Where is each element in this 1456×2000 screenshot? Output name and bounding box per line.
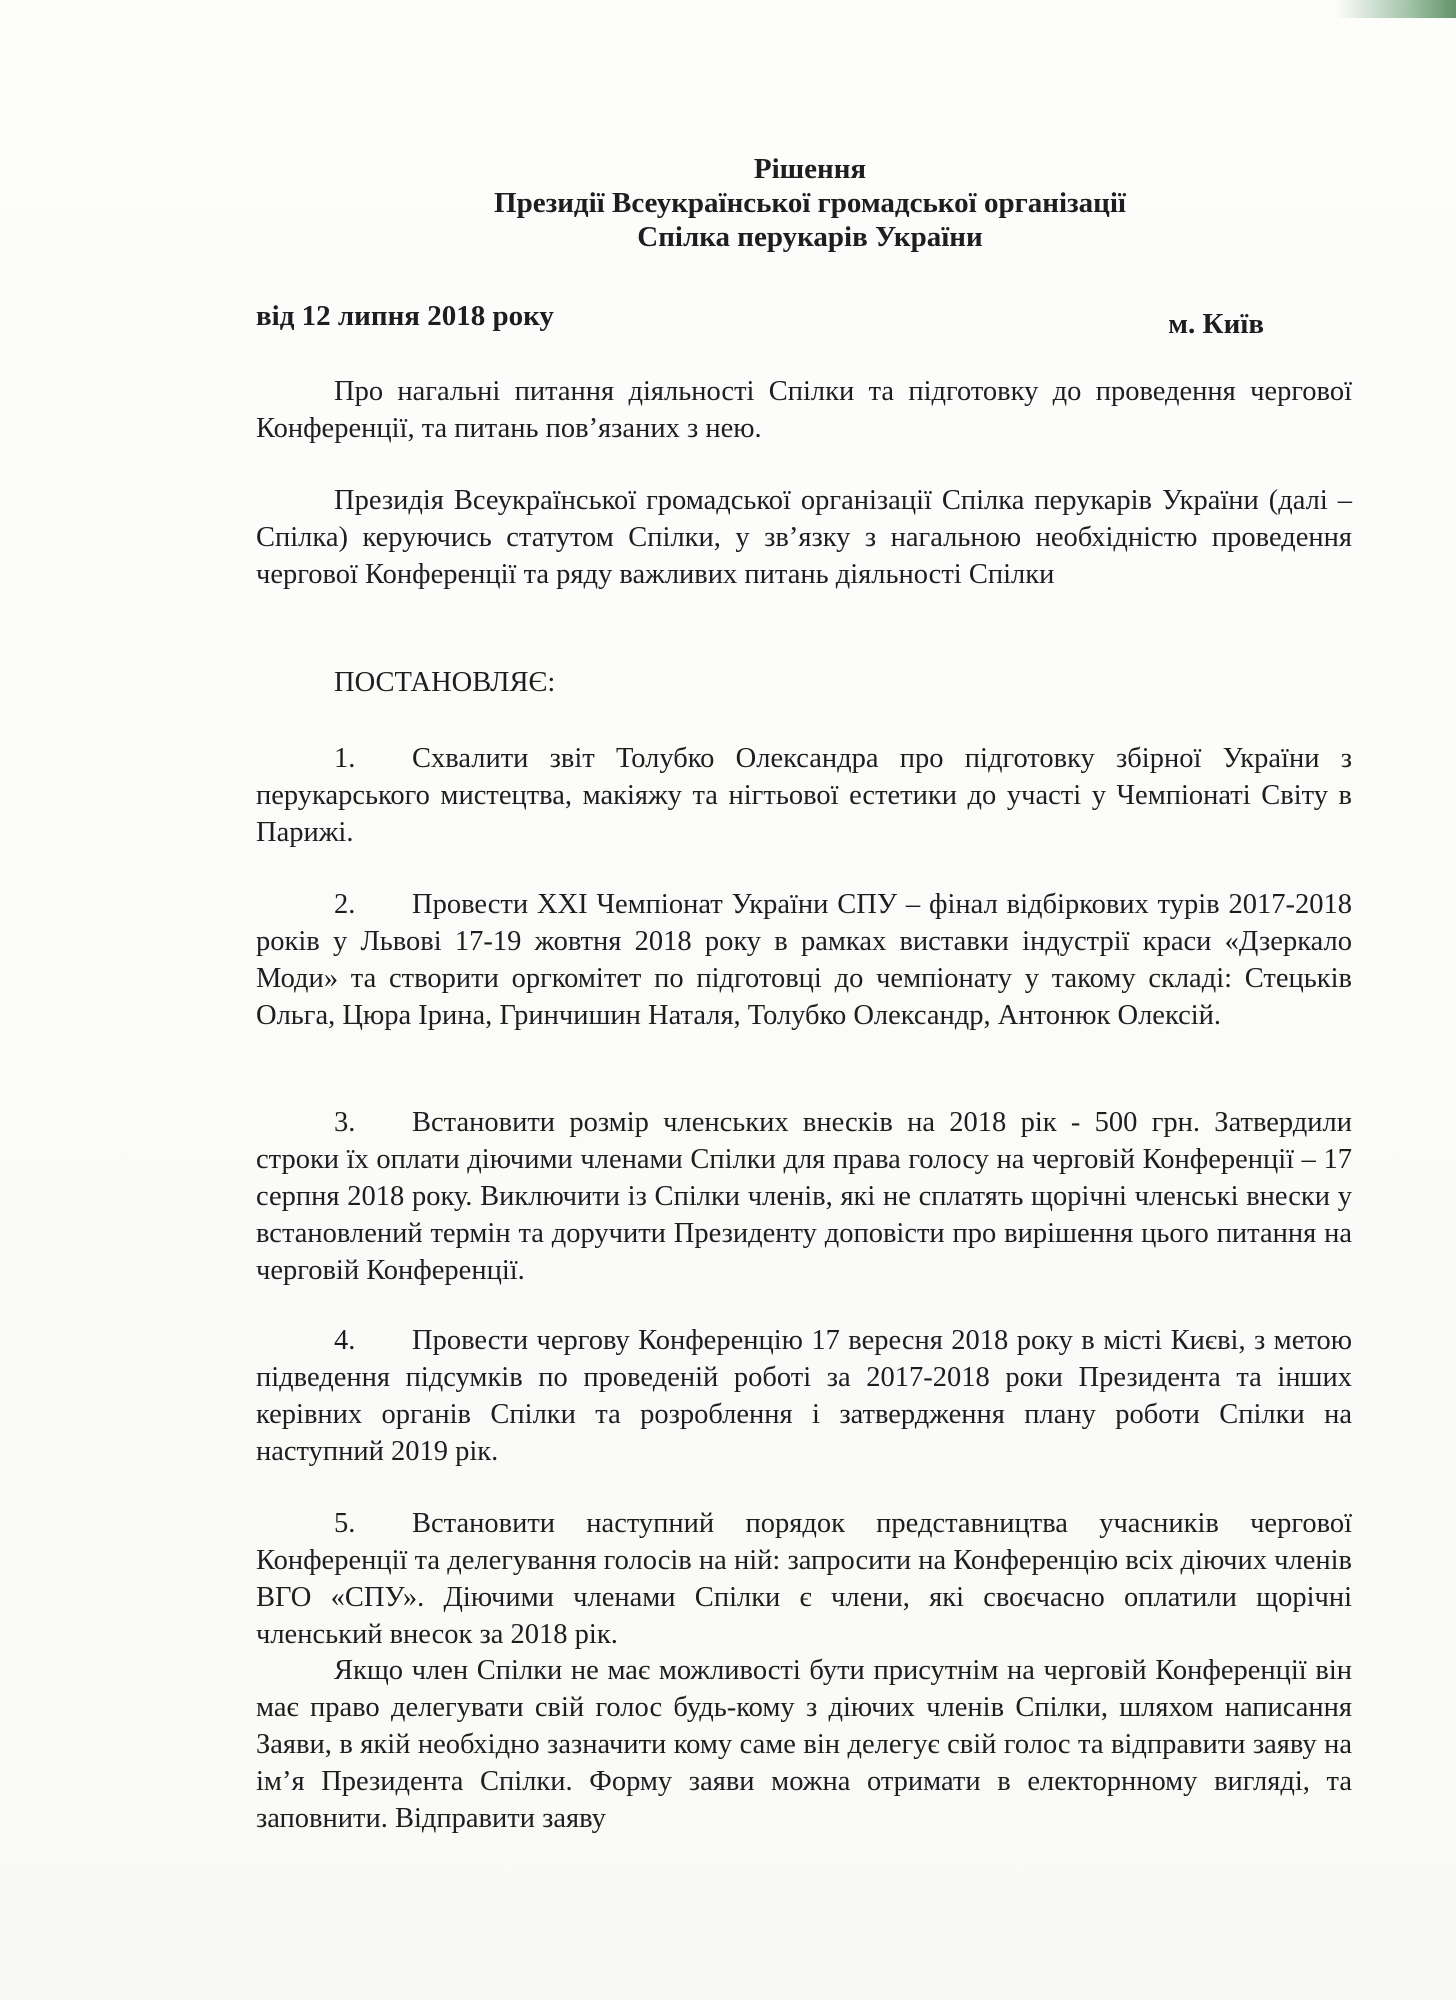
item-text: Встановити наступний порядок представництва учасників чергової Конференції та делегування голосів на ній: запросити на Конференцію всіх діючих членів ВГО «СПУ». Діючими членами Спілки є члени, які своєчасно оплатили щорічні членський внесок за 2018 рік. — [256, 1508, 1352, 1650]
heading-union-name: Спілка перукарів України — [637, 221, 983, 253]
list-item-4 — [256, 1322, 1352, 1470]
item-number: 4. — [334, 1325, 356, 1356]
list-item-1 — [256, 740, 1352, 851]
scan-edge-mark — [1336, 0, 1456, 18]
document-date: від 12 липня 2018 року — [256, 300, 554, 332]
document-heading — [330, 152, 1290, 254]
item-text: Провести XXI Чемпіонат України СПУ – фінал відбіркових турів 2017-2018 років у Львові 17-19 жовтня 2018 року в рамках виставки індустрії краси «Дзеркало Моди» та створити оргкомітет по підготовці до чемпіонату у такому складі: Стецьків Ольга, Цюра Ірина, Гринчишин Наталя, Толубко Олександр, Антонюк Олексій. — [256, 889, 1352, 1031]
list-item-3 — [256, 1104, 1352, 1289]
item-number: 5. — [334, 1508, 356, 1539]
resolves-label: ПОСТАНОВЛЯЄ: — [334, 667, 556, 698]
subject-paragraph: Про нагальні питання діяльності Спілки та підготовку до проведення чергової Конференції, та питань пов’язаних з нею. — [256, 376, 1352, 444]
item-text: Встановити розмір членських внесків на 2018 рік - 500 грн. Затвердили строки їх оплати діючими членами Спілки для права голосу на черговій Конференції – 17 серпня 2018 року. Виключити із Спілки членів, які не сплатять щорічні членські внески у встановлений термін та доручити Президенту доповісти про вирішення цього питання на черговій Конференції. — [256, 1107, 1352, 1286]
item-number: 1. — [334, 743, 356, 774]
delegation-paragraph: Якщо член Спілки не має можливості бути присутнім на черговій Конференції він має право делегувати свій голос будь-кому з діючих членів Спілки, шляхом написання Заяви, в якій необхідно зазначити кому саме він делегує свій голос та відправити заяву на ім’я Президента Спілки. Форму заяви можна отримати в електорнному вигляді, та заповнити. Відправити заяву — [256, 1655, 1352, 1834]
preamble-paragraph: Президія Всеукраїнської громадської організації Спілка перукарів України (далі – Спілка) керуючись статутом Спілки, у зв’язку з нагальною необхідністю проведення чергової Конференції та ряду важливих питань діяльності Спілки — [256, 485, 1352, 590]
item-text: Провести чергову Конференцію 17 вересня 2018 року в місті Києві, з метою підведення підсумків по проведеній роботі за 2017-2018 роки Президента та інших керівних органів Спілки та розроблення і затвердження плану роботи Спілки на наступний 2019 рік. — [256, 1325, 1352, 1467]
document-city: м. Київ — [1168, 308, 1264, 340]
heading-title: Рішення — [753, 153, 867, 185]
item-number: 3. — [334, 1107, 356, 1138]
heading-organization: Президії Всеукраїнської громадської організації — [494, 187, 1126, 219]
item-text: Схвалити звіт Толубко Олександра про підготовку збірної України з перукарського мистецтва, макіяжу та нігтьової естетики до участі у Чемпіонаті Світу в Парижі. — [256, 743, 1352, 848]
list-item-2 — [256, 886, 1352, 1034]
list-item-5 — [256, 1505, 1352, 1653]
item-number: 2. — [334, 889, 356, 920]
